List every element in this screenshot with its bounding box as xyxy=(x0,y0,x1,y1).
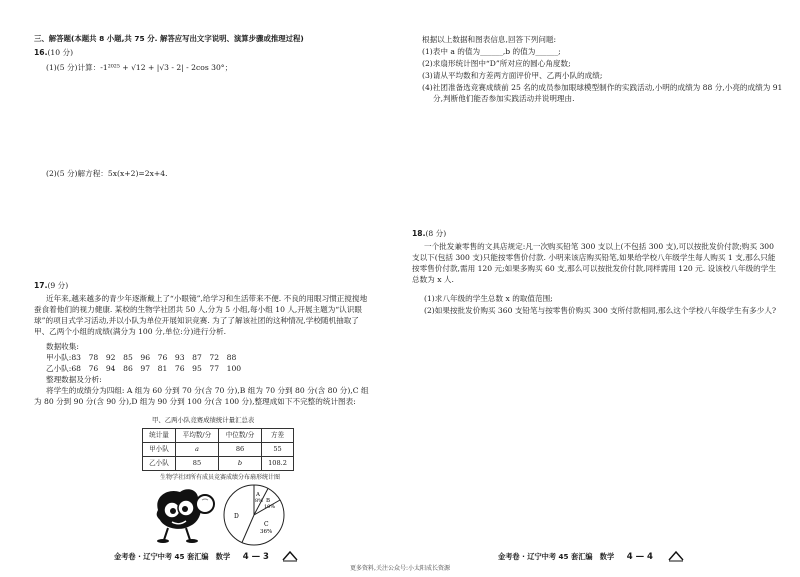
table-cell: b xyxy=(218,457,261,471)
pie-label-a-percent: 8% xyxy=(255,498,263,504)
pie-label-b: B xyxy=(266,498,271,504)
q17-intro: 近年来,越来越多的青少年逐渐戴上了“小眼镜”,给学习和生活带来不便. 不良的用眼习惯正搅搅地蚕食着他们的视力健康. 某校的生物学社团共 50 人,分为 5 小组,每小组 10 人,开展主题为“认识眼球”的项目式学习活动,并以小队为单位开展知识竞赛. 为了了解该社团的这种情况,学校随机抽取了甲、乙两个小组的成绩(满分为 100 分,单位:分)进行分析. xyxy=(34,294,368,336)
pie-label-c: C xyxy=(264,521,269,528)
table-cell: 86 xyxy=(218,443,261,457)
q18-number: 18. xyxy=(412,229,426,238)
q16-header xyxy=(34,47,73,58)
right-page-number: 4 — 4 xyxy=(626,552,653,562)
q17-points: (9 分) xyxy=(47,281,69,290)
q17-item-3: (3)请从平均数和方差两方面评价甲、乙两小队的成绩; xyxy=(422,71,603,80)
publisher-logo-icon xyxy=(668,550,684,562)
q17-header xyxy=(34,280,68,291)
q17-item-4: (4)社团准备选竞赛成绩前 25 名的成员参加眼球模型制作的实践活动,小明的成绩为 88 分,小亮的成绩为 91 分,判断他们能否参加实践活动并说明理由. xyxy=(422,83,783,103)
left-page-number: 4 — 3 xyxy=(242,552,269,562)
table-header-cell: 平均数/分 xyxy=(175,429,218,443)
q17-jia-row: 甲小队:83 78 92 85 96 76 93 87 72 88 xyxy=(46,353,237,362)
table-header-row xyxy=(143,429,294,443)
pie-chart xyxy=(220,482,288,548)
section-header: 三、解答题(本题共 8 小题,共 75 分. 解答应写出文字说明、演算步骤或推理过程) xyxy=(34,34,304,43)
table-cell: a xyxy=(175,443,218,457)
table-header-cell: 中位数/分 xyxy=(218,429,261,443)
right-footer xyxy=(498,551,653,563)
publisher-logo-icon xyxy=(282,550,298,562)
q18-body: 一个批发兼零售的文具店规定:凡一次购买铅笔 300 支以上(不包括 300 支),可以按批发价付款;购买 300 支以下(包括 300 支)只能按零售价付款. 小明来该店购买铅笔,如果给学校八年级学生每人购买 1 支,那么只能按零售价付款,需用 120 元;如果多购买 60 支,那么可以按批发价付款,同样需用 120 元. 设该校八年级的学生总数为 x 人. xyxy=(412,242,776,284)
q18-header xyxy=(412,228,446,239)
left-page xyxy=(0,0,400,565)
q16-number: 16. xyxy=(34,48,48,57)
pie-label-b-percent: 10% xyxy=(264,504,276,510)
table-cell: 55 xyxy=(262,443,294,457)
q18-part2: (2)如果按批发价购买 360 支铅笔与按零售价购买 300 支所付款相同,那么这个学校八年级学生有多少人? xyxy=(424,306,777,315)
pie-label-c-percent: 36% xyxy=(260,529,273,535)
q18-part1: (1)求八年级的学生总数 x 的取值范围; xyxy=(424,294,553,303)
table-cell: 85 xyxy=(175,457,218,471)
left-footer xyxy=(114,551,269,563)
bottom-note: 更多资料,关注公众号:小太阳成长资源 xyxy=(350,565,450,572)
q17-number: 17. xyxy=(34,281,48,290)
q17-item-2: (2)求扇形统计图中“D”所对应的圆心角度数; xyxy=(422,59,571,68)
q16-part1: (1)(5 分)计算：-1²⁰²⁵ + √12 + |√3 - 2| - 2cos 30°； xyxy=(46,63,233,72)
table-row xyxy=(143,457,294,471)
q17-collect-label: 数据收集: xyxy=(46,342,79,351)
q17-item-1: (1)表中 a 的值为______,b 的值为______; xyxy=(422,47,561,56)
left-footer-text: 金考卷 · 辽宁中考 45 套汇编 数学 xyxy=(114,552,231,561)
table-cell: 甲小队 xyxy=(143,443,176,457)
q17-grouping: 将学生的成绩分为四组: A 组为 60 分到 70 分(含 70 分),B 组为 70 分到 80 分(含 80 分),C 组为 80 分到 90 分(含 90 分),D 组为 90 分到 100 分(含 100 分),整理成如下不完整的统计图表: xyxy=(34,386,369,406)
stats-summary-table xyxy=(142,428,294,471)
pie-label-a: A xyxy=(256,492,260,498)
q17-organize-label: 整理数据及分析: xyxy=(46,375,102,384)
table-title: 甲、乙两小队竞赛成绩统计量汇总表 xyxy=(152,416,255,424)
q16-part2: (2)(5 分)解方程：5x(x+2)=2x+4. xyxy=(46,169,168,178)
q17-yi-row: 乙小队:68 76 94 86 97 81 76 95 77 100 xyxy=(46,364,242,373)
q16-points: (10 分) xyxy=(47,48,74,57)
table-row xyxy=(143,443,294,457)
table-cell: 乙小队 xyxy=(143,457,176,471)
table-header-cell: 统计量 xyxy=(143,429,176,443)
q18-points: (8 分) xyxy=(425,229,447,238)
pie-chart-title: 生物学社团所有成员竞赛成绩分布扇形统计图 xyxy=(160,474,281,481)
right-footer-text: 金考卷 · 辽宁中考 45 套汇编 数学 xyxy=(498,552,615,561)
cartoon-mascot-magnifier-image xyxy=(150,486,220,544)
table-cell: 108.2 xyxy=(262,457,294,471)
table-header-cell: 方差 xyxy=(262,429,294,443)
right-page xyxy=(400,0,800,565)
q17-cont-intro: 根据以上数据和图表信息,回答下列问题: xyxy=(422,35,557,44)
pie-label-d: D xyxy=(234,513,239,520)
